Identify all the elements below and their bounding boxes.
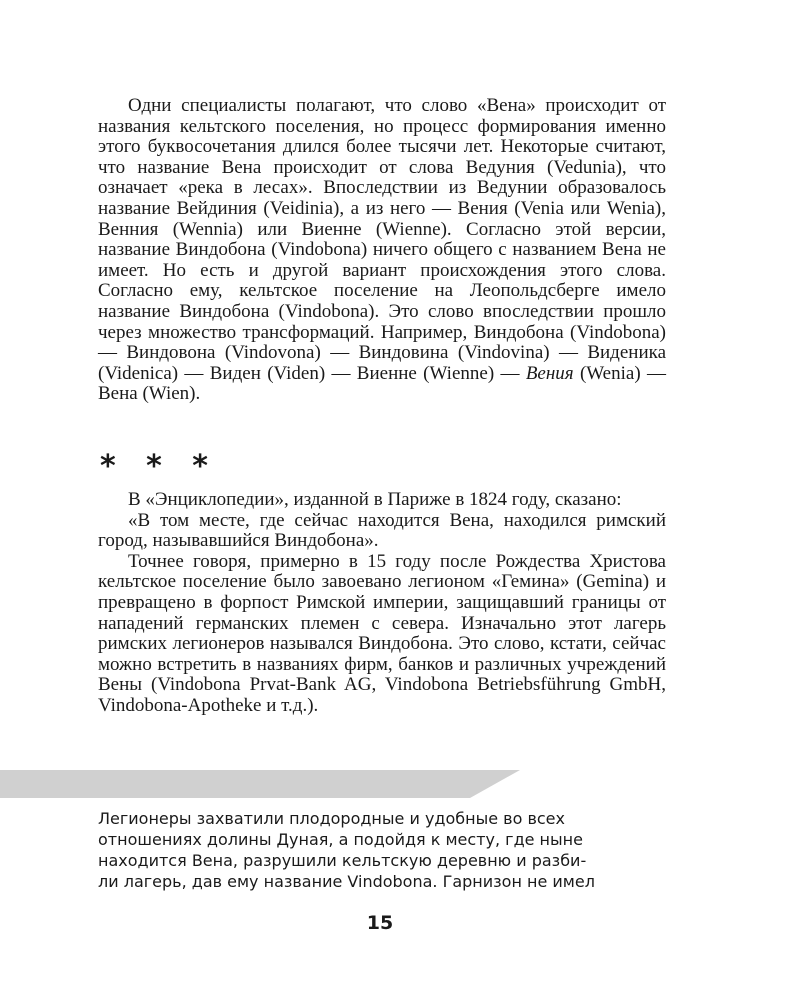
sidebar-line: Легионеры захватили плодородные и удобные во всех: [98, 809, 565, 828]
sidebar-line: находится Вена, разрушили кельтскую деревню и разби-: [98, 851, 587, 870]
paragraph-encyclopedia: В «Энциклопедии», изданной в Париже в 1824 году, сказано:: [128, 489, 622, 510]
section-2-text: [98, 490, 666, 717]
page-number: 15: [366, 912, 394, 934]
sidebar-line: ли лагерь, дав ему название Vindobona. Гарнизон не имел: [98, 872, 595, 891]
section-separator: * * *: [100, 449, 218, 484]
gray-band-decoration: [0, 770, 520, 798]
paragraph-end: (Wenia) — Вена (Wien).: [98, 362, 666, 405]
sidebar-text: [98, 808, 658, 892]
italic-word: Вения: [525, 362, 574, 384]
paragraph-vienna-origin: [98, 96, 666, 405]
paragraph-gemina: Точнее говоря, примерно в 15 году после Рождества Христова кельтское поселение было завоевано легионом «Гемина» (Gemina) и превращено в форпост Римской империи, защищавший границы от нападений германских племен с севера. Изначально этот лагерь римских легионеров назывался Виндобона. Это слово, кстати, сейчас можно встретить в названиях фирм, банков и различных учреждений Вены (Vindobona Prvat-Bank AG, Vindobona Betriebsführung GmbH, Vindobona-Apotheke и т.д.).: [98, 550, 666, 716]
sidebar-line: отношениях долины Дуная, а подойдя к месту, где ныне: [98, 830, 583, 849]
section-1-text: [98, 96, 666, 405]
paragraph-quote: «В том месте, где сейчас находится Вена, находился римский город, называвшийся Виндобона».: [98, 509, 666, 552]
paragraph-text: Одни специалисты полагают, что слово «Вена» происходит от названия кельтского поселения, но процесс формирования именно этого буквосочетания длился более тысячи лет. Некоторые считают, что название Вена происходит от слова Ведуния (Vedunia), что означает «река в лесах». Впоследствии из Ведунии образовалось название Вейдиния (Veidinia), а из него — Вения (Venia или Wenia), Венния (Wennia) или Виенне (Wienne). Согласно этой версии, название Виндобона (Vindobona) ничего общего с названием Вена не имеет. Но есть и другой вариант происхождения этого слова. Согласно ему, кельтское поселение на Леопольдсберге имело название Виндобона (Vindobona). Это слово впоследствии прошло через множество трансформаций. Например, Виндобона (Vindobona) — Виндовона (Vindovona) — Виндовина (Vindovina) — Виденика (Videnica) — Виден (Viden) — Виенне (Wienne) —: [98, 95, 666, 384]
